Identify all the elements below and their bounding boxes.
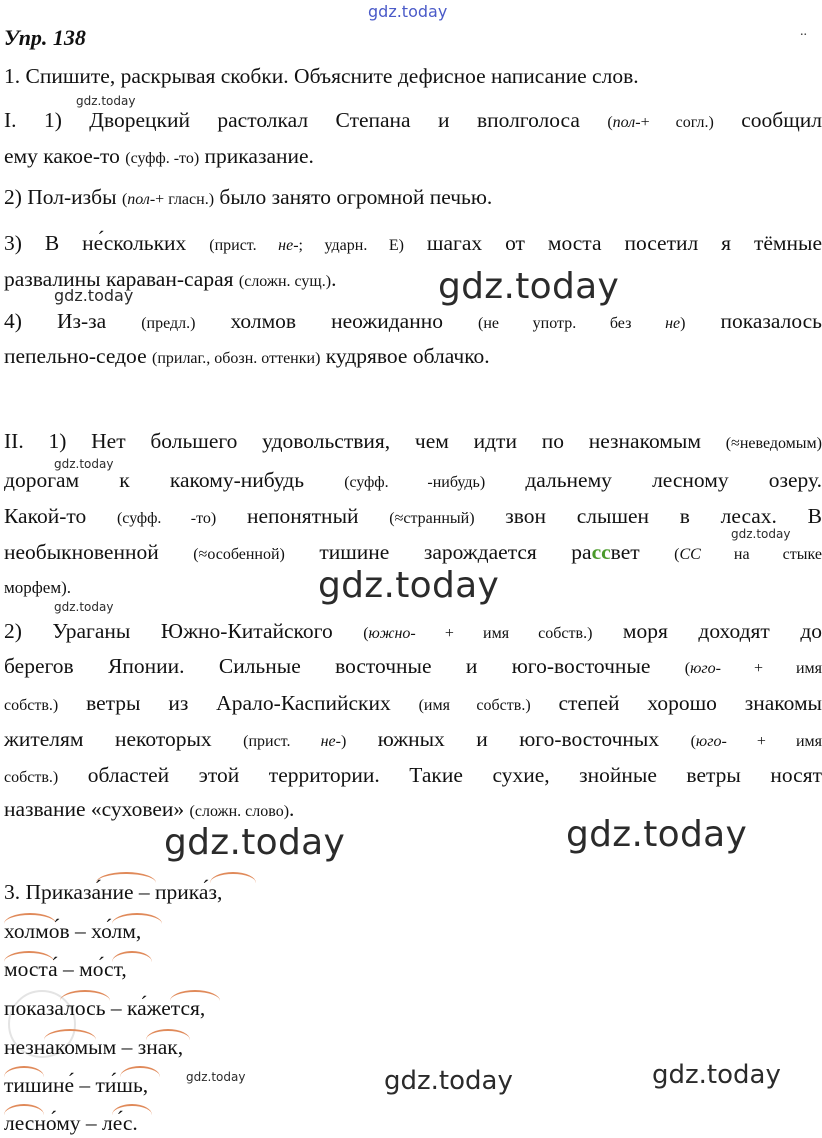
part2-line-8: собств.) ветры из Арало-Каспийских (имя собств.) степей хорошо знакомы (4, 691, 822, 715)
word-pair-4: показалось – ка́жется, (4, 996, 206, 1020)
word-pair-7: лесно́му – ле́с. (4, 1111, 138, 1135)
word-pair-1: 3. Приказа́ние – прика́з, (4, 880, 223, 904)
watermark-mid: gdz.today (384, 1066, 513, 1096)
part1-line-7: пепельно-седое (прилаг., обозн. оттенки) кудрявое облачко. (4, 344, 490, 368)
part1-line-3: 2) Пол-избы (пол-+ гласн.) было занято огромной печью. (4, 185, 493, 209)
watermark-big: gdz.today (318, 565, 500, 606)
part2-line-4: необыкновенной (≈особенной) тишине зарождается рассвет (СС на стыке (4, 540, 822, 564)
part1-line-1: I. 1) Дворецкий растолкал Степана и вполголоса (пол-+ согл.) сообщил (4, 108, 822, 132)
part2-line-10: собств.) областей этой территории. Такие сухие, знойные ветры носят (4, 763, 822, 787)
part1-line-6: 4) Из-за (предл.) холмов неожиданно (не употр. без не) показалось (4, 309, 822, 333)
word-pair-2: холмо́в – хо́лм, (4, 919, 142, 943)
watermark-tiny: gdz.today (54, 457, 114, 471)
word-pair-3: моста́ – мо́ст, (4, 957, 127, 981)
part2-line-1: II. 1) Нет большего удовольствия, чем идти по незнакомым (≈неведомым) (4, 429, 822, 453)
watermark-big: gdz.today (566, 814, 748, 855)
part2-line-6: 2) Ураганы Южно-Китайского (южно- + имя собств.) моря доходят до (4, 619, 822, 643)
part2-line-3: Какой-то (суфф. -то) непонятный (≈странный) звон слышен в лесах. В (4, 504, 822, 528)
watermark-small: gdz.today (54, 286, 134, 305)
part2-line-11: название «суховеи» (сложн. слово). (4, 797, 295, 821)
part1-line-4: 3) В не́скольких (прист. не-; ударн. Е) шагах от моста посетил я тёмные (4, 231, 822, 255)
part1-line-2: ему какое-то (суфф. -то) приказание. (4, 144, 314, 168)
part2-line-9: жителям некоторых (прист. не-) южных и юго-восточных (юго- + имя (4, 727, 822, 751)
word-pair-5: незнакомым – знак, (4, 1035, 184, 1059)
watermark-tiny: gdz.today (76, 94, 136, 108)
watermark-tiny: gdz.today (54, 600, 114, 614)
watermark-tiny: gdz.today (731, 527, 791, 541)
word-pair-6: тишине́ – ти́шь, (4, 1073, 149, 1097)
task-1: 1. Спишите, раскрывая скобки. Объясните дефисное написание слов. (4, 64, 639, 88)
exercise-title: Упр. 138 (4, 25, 86, 50)
part2-line-7: берегов Японии. Сильные восточные и юго-восточные (юго- + имя (4, 654, 822, 678)
watermark-tiny: gdz.today (186, 1070, 246, 1084)
part1-line-5: развалины караван-сарая (сложн. сущ.). (4, 267, 337, 291)
watermark-big: gdz.today (164, 822, 346, 863)
watermark-mid: gdz.today (652, 1060, 781, 1090)
part2-line-5: морфем). (4, 578, 71, 597)
corner-marks: .. (800, 24, 807, 39)
part2-line-2: дорогам к какому-нибудь (суфф. -нибудь) дальнему лесному озеру. (4, 468, 822, 492)
watermark-top: gdz.today (368, 2, 448, 21)
watermark-big: gdz.today (438, 266, 620, 307)
